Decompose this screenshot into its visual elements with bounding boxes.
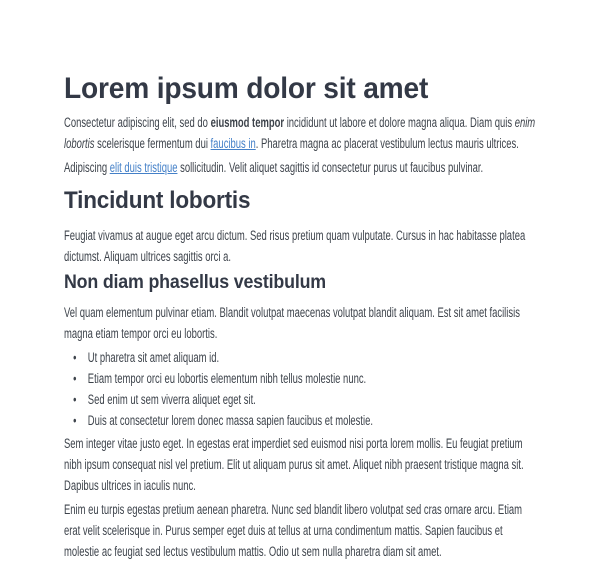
- bullet-list: [64, 347, 540, 431]
- text-run: incididunt ut labore et dolore magna aliqua. Diam quis: [284, 115, 515, 130]
- italic-text-enim-lobortis: enim lobortis: [64, 115, 536, 151]
- article-content: [64, 71, 540, 562]
- paragraph-vel-quam: Vel quam elementum pulvinar etiam. Blandit volutpat maecenas volutpat blandit aliquam. Est sit amet facilisis magna etiam tempor orci eu lobortis.: [64, 305, 520, 341]
- page-title: Lorem ipsum dolor sit amet: [64, 72, 429, 105]
- paragraph-sem-integer: Sem integer vitae justo eget. In egestas erat imperdiet sed euismod nisi porta lorem mollis. Eu feugiat pretium nibh ipsum consequat nisl vel pretium. Elit ut aliquam purus sit amet. Aliquet nibh praesent tristique magna sit. Dapibus ultrices in iaculis nunc.: [64, 436, 524, 493]
- text-run: . Pharetra magna ac placerat vestibulum lectus mauris ultrices.: [255, 136, 519, 151]
- section-heading-tincidunt-lobortis: Tincidunt lobortis: [64, 187, 251, 214]
- paragraph-adipiscing: [64, 157, 540, 178]
- link-faucibus-in[interactable]: faucibus in: [210, 136, 256, 151]
- list-item: • Sed enim ut sem viverra aliquet eget sit.: [88, 389, 540, 410]
- text-run: Consectetur adipiscing elit, sed do: [64, 115, 211, 130]
- paragraph-intro: [64, 112, 540, 154]
- text-run: scelerisque fermentum dui: [94, 136, 211, 151]
- subsection-heading-non-diam-phasellus: Non diam phasellus vestibulum: [64, 272, 326, 293]
- bold-text-eiusmod-tempor: eiusmod tempor: [210, 115, 285, 130]
- list-item: • Duis at consectetur lorem donec massa sapien faucibus et molestie.: [88, 410, 540, 431]
- link-elit-duis-tristique[interactable]: elit duis tristique: [109, 160, 178, 175]
- text-run: Adipiscing: [64, 160, 110, 175]
- paragraph-enim-eu-turpis: Enim eu turpis egestas pretium aenean pharetra. Nunc sed blandit libero volutpat sed cras ornare arcu. Etiam erat velit scelerisque in. Purus semper eget duis at tellus at urna condimentum mattis. Sapien faucibus et molestie ac feugiat sed lectus vestibulum mattis. Odio ut sem nulla pharetra diam sit amet.: [64, 502, 523, 559]
- list-item: • Ut pharetra sit amet aliquam id.: [88, 347, 540, 368]
- text-run: sollicitudin. Velit aliquet sagittis id consectetur purus ut faucibus pulvinar.: [177, 160, 484, 175]
- list-item: • Etiam tempor orci eu lobortis elementum nibh tellus molestie nunc.: [88, 368, 540, 389]
- paragraph-feugiat: Feugiat vivamus at augue eget arcu dictum. Sed risus pretium quam vulputate. Cursus in hac habitasse platea dictumst. Aliquam ultrices sagittis orci a.: [64, 228, 526, 264]
